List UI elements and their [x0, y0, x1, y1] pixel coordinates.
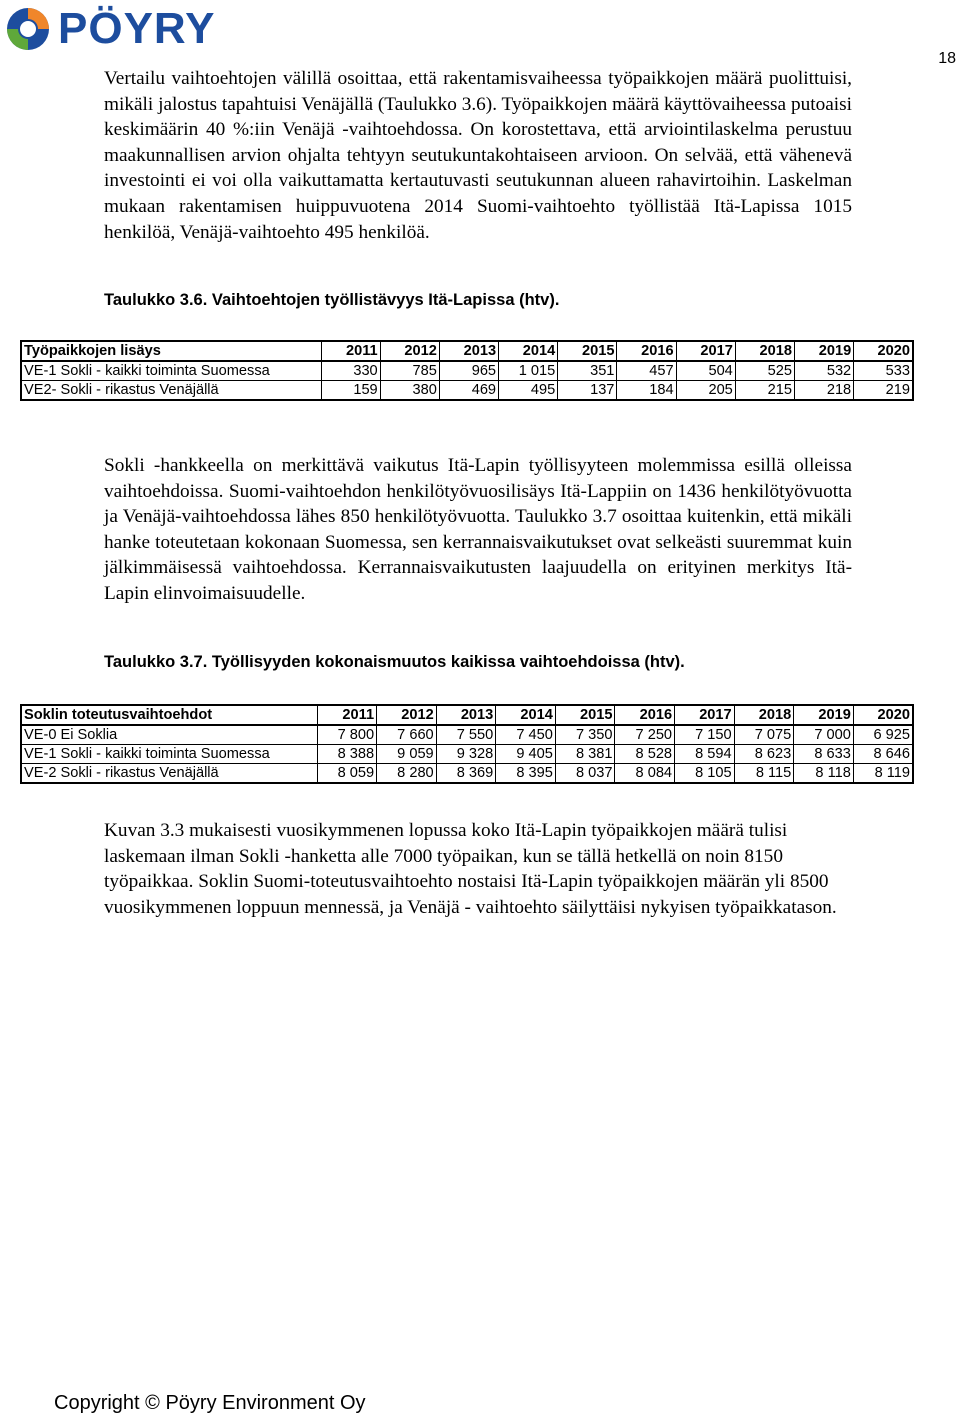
- table-cell: 8 084: [615, 764, 675, 784]
- table-cell: 6 925: [853, 725, 913, 745]
- page-number: 18: [938, 50, 956, 67]
- poyry-swirl-icon: [4, 5, 52, 53]
- table-cell: 7 550: [436, 725, 496, 745]
- header-cell: 2013: [439, 341, 498, 361]
- header-cell: 2020: [854, 341, 913, 361]
- table-cell: 219: [854, 381, 913, 401]
- table-cell: VE-1 Sokli - kaikki toiminta Suomessa: [21, 745, 317, 764]
- employment-increase-table: [20, 340, 914, 401]
- header-cell: 2015: [555, 705, 615, 725]
- table-cell: 7 800: [317, 725, 377, 745]
- table-cell: 785: [380, 361, 439, 381]
- table-cell: 525: [735, 361, 794, 381]
- header-cell: 2014: [496, 705, 556, 725]
- table-cell: 8 633: [794, 745, 854, 764]
- table-cell: 8 646: [853, 745, 913, 764]
- table-header-row: [21, 341, 913, 361]
- table-cell: 8 388: [317, 745, 377, 764]
- table-cell: 7 450: [496, 725, 556, 745]
- table-cell: 184: [617, 381, 676, 401]
- table-row: [21, 745, 913, 764]
- table-cell: 380: [380, 381, 439, 401]
- table-row: [21, 764, 913, 784]
- table-cell: 8 528: [615, 745, 675, 764]
- paragraph-2: Sokli -hankkeella on merkittävä vaikutus Itä-Lapin työllisyyteen molemmissa esillä olleissa vaihtoehdoissa. Suomi-vaihtoehdon henkilötyövuosilisäys Itä-Lappiin on 1436 henkilötyövuotta ja Venäjä-vaihtoehdossa lähes 850 henkilötyövuotta. Taulukko 3.7 osoittaa kuitenkin, että mikäli hanke toteutetaan kokonaan Suomessa, sen kerrannaisvaikutukset ovat selkeästi suuremmat kuin jälkimmäisessä vaihtoehdossa. Kerrannaisvaikutusten laajuudella on erityinen merkitys Itä-Lapin elinvoimaisuudelle.: [104, 455, 852, 604]
- logo-wordmark: PÖYRY: [58, 4, 216, 53]
- table-cell: 218: [795, 381, 854, 401]
- header-cell: 2017: [676, 341, 735, 361]
- table-cell: 1 015: [499, 361, 558, 381]
- table-cell: 8 280: [377, 764, 437, 784]
- company-logo: [4, 4, 215, 54]
- table-cell: 159: [321, 381, 380, 401]
- header-cell: 2012: [380, 341, 439, 361]
- table-cell: 8 105: [675, 764, 735, 784]
- table-row: [21, 381, 913, 401]
- table-cell: 9 405: [496, 745, 556, 764]
- table-cell: 8 369: [436, 764, 496, 784]
- table-cell: 533: [854, 361, 913, 381]
- header-cell: 2016: [617, 341, 676, 361]
- table-cell: 7 350: [555, 725, 615, 745]
- table-cell: 504: [676, 361, 735, 381]
- table-cell: 9 328: [436, 745, 496, 764]
- header-cell: 2019: [794, 705, 854, 725]
- paragraph-3: Kuvan 3.3 mukaisesti vuosikymmenen lopussa koko Itä-Lapin työpaikkojen määrä tulisi laskemaan ilman Sokli -hanketta alle 7000 työpaikan, kun se tällä hetkellä on noin 8150 työpaikkaa. Soklin Suomi-toteutusvaihtoehto nostaisi Itä-Lapin työpaikkojen määrän yli 8500 vuosikymmenen loppuun mennessä, ja Venäjä - vaihtoehto säilyttäisi nykyisen työpaikkatason.: [104, 820, 837, 918]
- header-cell: 2018: [735, 341, 794, 361]
- footer-copyright: Copyright © Pöyry Environment Oy: [54, 1392, 366, 1414]
- table-cell: 8 059: [317, 764, 377, 784]
- table-cell: 9 059: [377, 745, 437, 764]
- table-cell: 7 660: [377, 725, 437, 745]
- table-caption-3-6: Taulukko 3.6. Vaihtoehtojen työllistävyys Itä-Lapissa (htv).: [104, 291, 560, 309]
- table-cell: 215: [735, 381, 794, 401]
- table-row: [21, 725, 913, 745]
- table-cell: VE-1 Sokli - kaikki toiminta Suomessa: [21, 361, 321, 381]
- table-cell: 137: [558, 381, 617, 401]
- table-cell: 495: [499, 381, 558, 401]
- table-cell: 8 118: [794, 764, 854, 784]
- table-cell: VE-2 Sokli - rikastus Venäjällä: [21, 764, 317, 784]
- table-cell: VE2- Sokli - rikastus Venäjällä: [21, 381, 321, 401]
- table-caption-3-7: Taulukko 3.7. Työllisyyden kokonaismuutos kaikissa vaihtoehdoissa (htv).: [104, 653, 685, 671]
- table-cell: 8 115: [734, 764, 794, 784]
- table-cell: 7 150: [675, 725, 735, 745]
- table-cell: 330: [321, 361, 380, 381]
- table-cell: 469: [439, 381, 498, 401]
- table-cell: 8 381: [555, 745, 615, 764]
- header-cell: 2016: [615, 705, 675, 725]
- header-cell: 2020: [853, 705, 913, 725]
- header-cell: 2015: [558, 341, 617, 361]
- table-cell: 351: [558, 361, 617, 381]
- table-cell: 8 594: [675, 745, 735, 764]
- header-cell: 2017: [675, 705, 735, 725]
- table-header-row: [21, 705, 913, 725]
- header-cell: 2011: [317, 705, 377, 725]
- header-cell: 2014: [499, 341, 558, 361]
- table-cell: 532: [795, 361, 854, 381]
- header-cell: Soklin toteutusvaihtoehdot: [21, 705, 317, 725]
- table-cell: 7 000: [794, 725, 854, 745]
- table-cell: 8 395: [496, 764, 556, 784]
- table-cell: 8 623: [734, 745, 794, 764]
- table-cell: 7 250: [615, 725, 675, 745]
- table-cell: 7 075: [734, 725, 794, 745]
- total-employment-table: [20, 704, 914, 784]
- table-cell: 965: [439, 361, 498, 381]
- table-cell: 457: [617, 361, 676, 381]
- table-cell: 205: [676, 381, 735, 401]
- header-cell: 2019: [795, 341, 854, 361]
- paragraph-1: Vertailu vaihtoehtojen välillä osoittaa, että rakentamisvaiheessa työpaikkojen määrä puolittuisi, mikäli jalostus tapahtuisi Venäjällä (Taulukko 3.6). Työpaikkojen määrä käyttövaiheessa putoaisi keskimäärin 40 %:iin Venäjä -vaihtoehdossa. On korostettava, että arviointilaskelma perustuu maakunnallisen arvion ohjalta tehtyyn seutukuntakohtaiseen arvioon. On selvää, että vähenevä investointi ei voi olla vaikuttamatta kertautuvasti seutukunnan alueen rahavirtoihin. Laskelman mukaan rakentamisen huippuvuotena 2014 Suomi-vaihtoehto työllistää Itä-Lapissa 1015 henkilöä, Venäjä-vaihtoehto 495 henkilöä.: [104, 68, 852, 243]
- header-cell: 2012: [377, 705, 437, 725]
- header-cell: Työpaikkojen lisäys: [21, 341, 321, 361]
- table-cell: 8 037: [555, 764, 615, 784]
- table-cell: VE-0 Ei Soklia: [21, 725, 317, 745]
- table-row: [21, 361, 913, 381]
- header-cell: 2011: [321, 341, 380, 361]
- header-cell: 2013: [436, 705, 496, 725]
- header-cell: 2018: [734, 705, 794, 725]
- table-cell: 8 119: [853, 764, 913, 784]
